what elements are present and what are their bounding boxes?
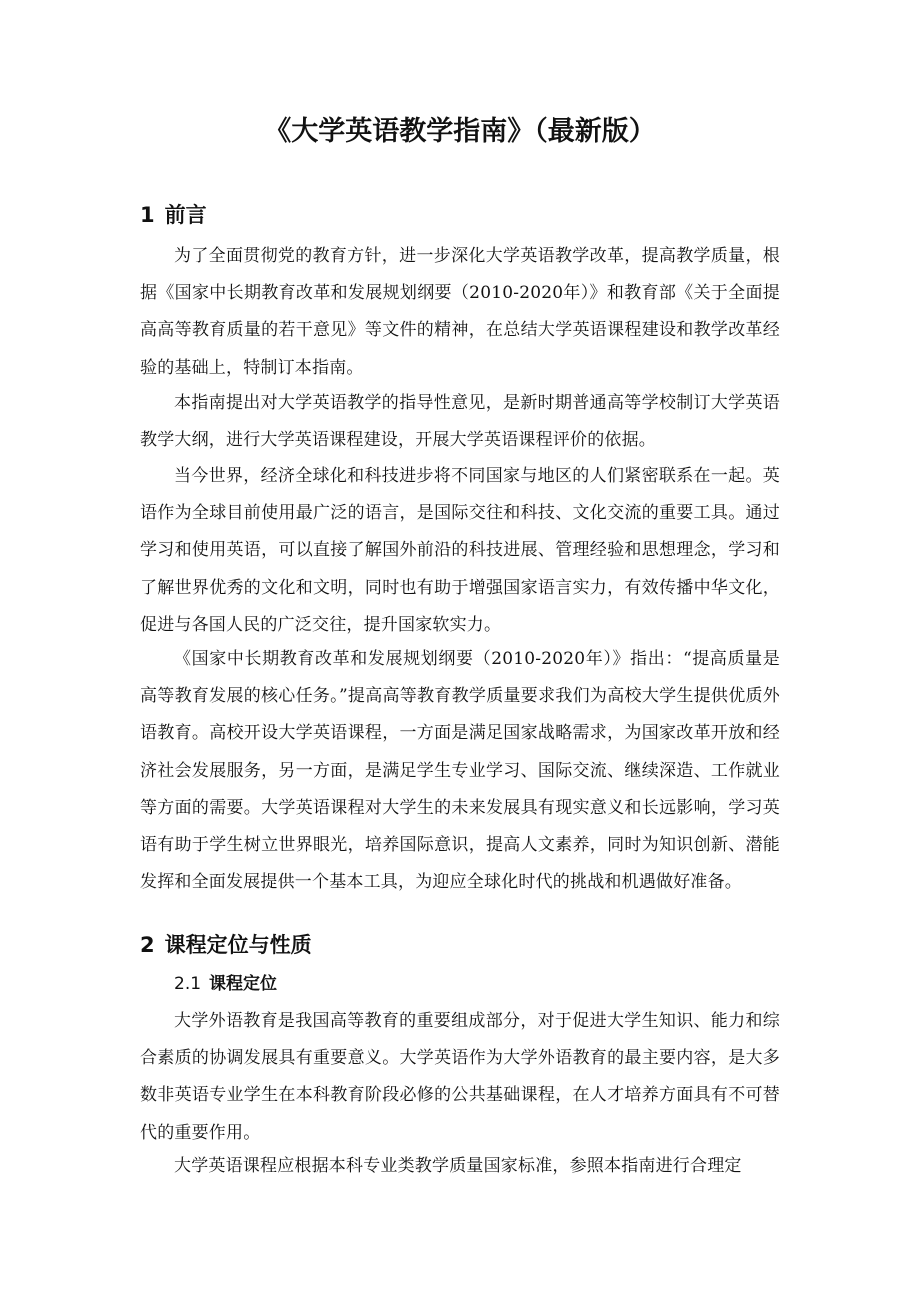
paragraph: 大学外语教育是我国高等教育的重要组成部分，对于促进大学生知识、能力和综合素质的协调发展具有重要意义。大学英语作为大学外语教育的最主要内容，是大多数非英语专业学生在本科教育阶段必修的公共基础课程，在人才培养方面具有不可替代的重要作用。 xyxy=(140,1011,780,1143)
section-number: 1 xyxy=(140,203,155,227)
section-title: 课程定位与性质 xyxy=(164,933,312,957)
subsection-title: 课程定位 xyxy=(209,974,278,994)
subsection-number: 2.1 xyxy=(174,974,202,994)
document-title: 《大学英语教学指南》（最新版） xyxy=(264,116,656,147)
section-number: 2 xyxy=(140,933,155,957)
paragraph: 本指南提出对大学英语教学的指导性意见，是新时期普通高等学校制订大学英语教学大纲，进行大学英语课程建设，开展大学英语课程评价的依据。 xyxy=(140,393,780,451)
paragraph: 当今世界，经济全球化和科技进步将不同国家与地区的人们紧密联系在一起。英语作为全球目前使用最广泛的语言，是国际交往和科技、文化交流的重要工具。通过学习和使用英语，可以直接了解国外前沿的科技进展、管理经验和思想理念，学习和了解世界优秀的文化和文明，同时也有助于增强国家语言实力，有效传播中华文化，促进与各国人民的广泛交往，提升国家软实力。 xyxy=(140,466,780,635)
paragraph: 《国家中长期教育改革和发展规划纲要（2010-2020年）》指出：“提高质量是高等教育发展的核心任务。”提高高等教育教学质量要求我们为高校大学生提供优质外语教育。高校开设大学英语课程，一方面是满足国家战略需求，为国家改革开放和经济社会发展服务，另一方面，是满足学生专业学习、国际交流、继续深造、工作就业等方面的需要。大学英语课程对大学生的未来发展具有现实意义和长远影响，学习英语有助于学生树立世界眼光，培养国际意识，提高人文素养，同时为知识创新、潜能发挥和全面发展提供一个基本工具，为迎应全球化时代的挑战和机遇做好准备。 xyxy=(140,649,780,893)
paragraph: 大学英语课程应根据本科专业类教学质量国家标准，参照本指南进行合理定 xyxy=(174,1156,742,1176)
section-title: 前言 xyxy=(164,203,207,227)
section-heading-course-positioning xyxy=(140,930,312,960)
section-heading-preface xyxy=(140,200,207,230)
subsection-heading xyxy=(174,971,277,997)
paragraph: 为了全面贯彻党的教育方针，进一步深化大学英语教学改革，提高教学质量，根据《国家中长期教育改革和发展规划纲要（2010-2020年）》和教育部《关于全面提高高等教育质量的若干意见》等文件的精神，在总结大学英语课程建设和教学改革经验的基础上，特制订本指南。 xyxy=(140,246,780,378)
